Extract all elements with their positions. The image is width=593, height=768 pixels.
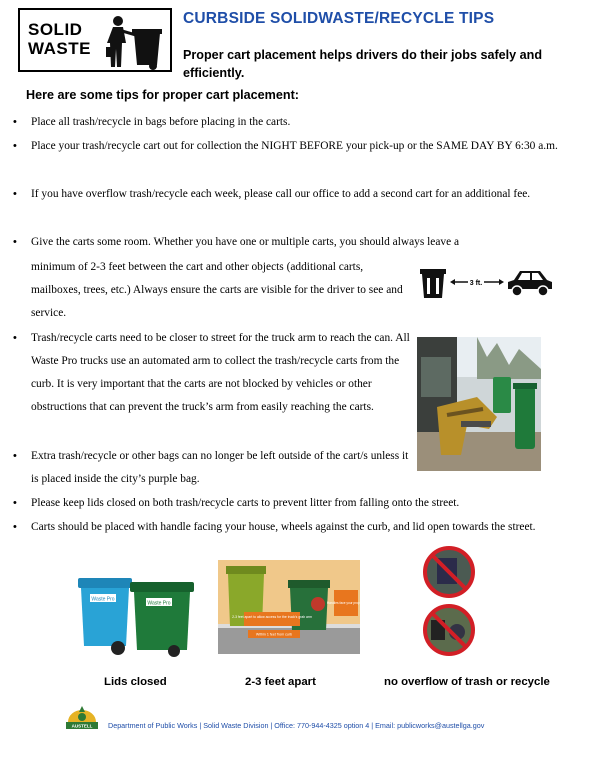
list-item-continuation-text: minimum of 2-3 feet between the cart and other objects (additional carts, mailboxes, trees, etc.) Always ensure the carts are visible for the driver to see and service.: [31, 261, 403, 319]
carts-spacing-illustration: [218, 560, 366, 654]
no-overflow-icon: [425, 548, 473, 596]
green-cart-label: Waste Pro: [147, 600, 171, 607]
austell-seal-icon: [64, 704, 100, 730]
blue-cart-icon: [78, 578, 132, 655]
cart-distance-figure: [418, 263, 558, 308]
no-bags-outside-icon: [425, 606, 473, 654]
logo-text: [28, 20, 91, 58]
logo-line-2: WASTE: [28, 39, 91, 58]
handles-note: Handles face your property: [326, 601, 366, 605]
prohibition-signs: [421, 546, 477, 658]
caption-carts-apart: 2-3 feet apart: [245, 676, 316, 688]
distance-label: 3 ft.: [469, 280, 483, 287]
trash-cart-icon: [420, 269, 446, 298]
list-item: • Give the carts some room. Whether you have one or multiple carts, you should always leave a: [31, 231, 561, 254]
list-item: • If you have overflow trash/recycle each week, please call our office to add a second cart for an additional fee.: [31, 183, 561, 206]
list-item-continuation: [31, 256, 409, 325]
caption-lids-closed: Lids closed: [104, 676, 167, 688]
svg-text:AUSTELL: AUSTELL: [71, 723, 93, 729]
city-seal: [64, 704, 100, 735]
solid-waste-logo: [18, 8, 172, 72]
list-item: • Place your trash/recycle cart out for collection the NIGHT BEFORE your pick-up or the SAME DAY BY 6:30 a.m.: [31, 135, 561, 158]
closed-carts-illustration: [74, 572, 198, 658]
list-item: • Place all trash/recycle in bags before placing in the carts.: [31, 111, 561, 134]
carts-apart-figure: [218, 560, 366, 659]
cart-to-car-distance-graphic: [418, 263, 558, 303]
blue-cart-label: Waste Pro: [91, 596, 115, 603]
lids-closed-figure: [74, 572, 198, 663]
page-title: CURBSIDE SOLIDWASTE/RECYCLE TIPS: [183, 10, 495, 27]
intro-heading: Here are some tips for proper cart placement:: [26, 88, 299, 102]
curb-note: Within 1 feet from curb: [255, 632, 293, 637]
list-item: • Carts should be placed with handle facing your house, wheels against the curb, and lid open towards the street.: [31, 516, 561, 539]
truck-arm-photo: [417, 337, 541, 471]
list-item: • Trash/recycle carts need to be closer to street for the truck arm to reach the can. All Waste Pro trucks use an automated arm to collect the trash/recycle carts from the curb. It is very important that the carts are not blocked by vehicles or other obstructions that can prevent the truck’s arm from easily reaching the carts.: [31, 327, 415, 419]
caption-no-overflow: no overflow of trash or recycle: [384, 676, 550, 688]
person-with-trash-cart-icon: [104, 13, 168, 71]
spacing-note: 2-3 feet apart to allow access for the truck's grab arm: [232, 615, 312, 619]
footer-contact: Department of Public Works | Solid Waste Division | Office: 770-944-4325 option 4 | Email: publicworks@austellga.gov: [108, 721, 485, 730]
logo-line-1: SOLID: [28, 20, 83, 39]
car-icon: [508, 271, 552, 296]
page-subtitle: Proper cart placement helps drivers do their jobs safely and efficiently.: [183, 48, 543, 80]
list-item: • Extra trash/recycle or other bags can no longer be left outside of the cart/s unless it is placed inside the city’s purple bag.: [31, 445, 415, 491]
green-cart-icon: [130, 582, 194, 657]
no-overflow-figure: [421, 546, 477, 663]
list-item: • Please keep lids closed on both trash/recycle carts to prevent litter from falling onto the street.: [31, 492, 561, 515]
